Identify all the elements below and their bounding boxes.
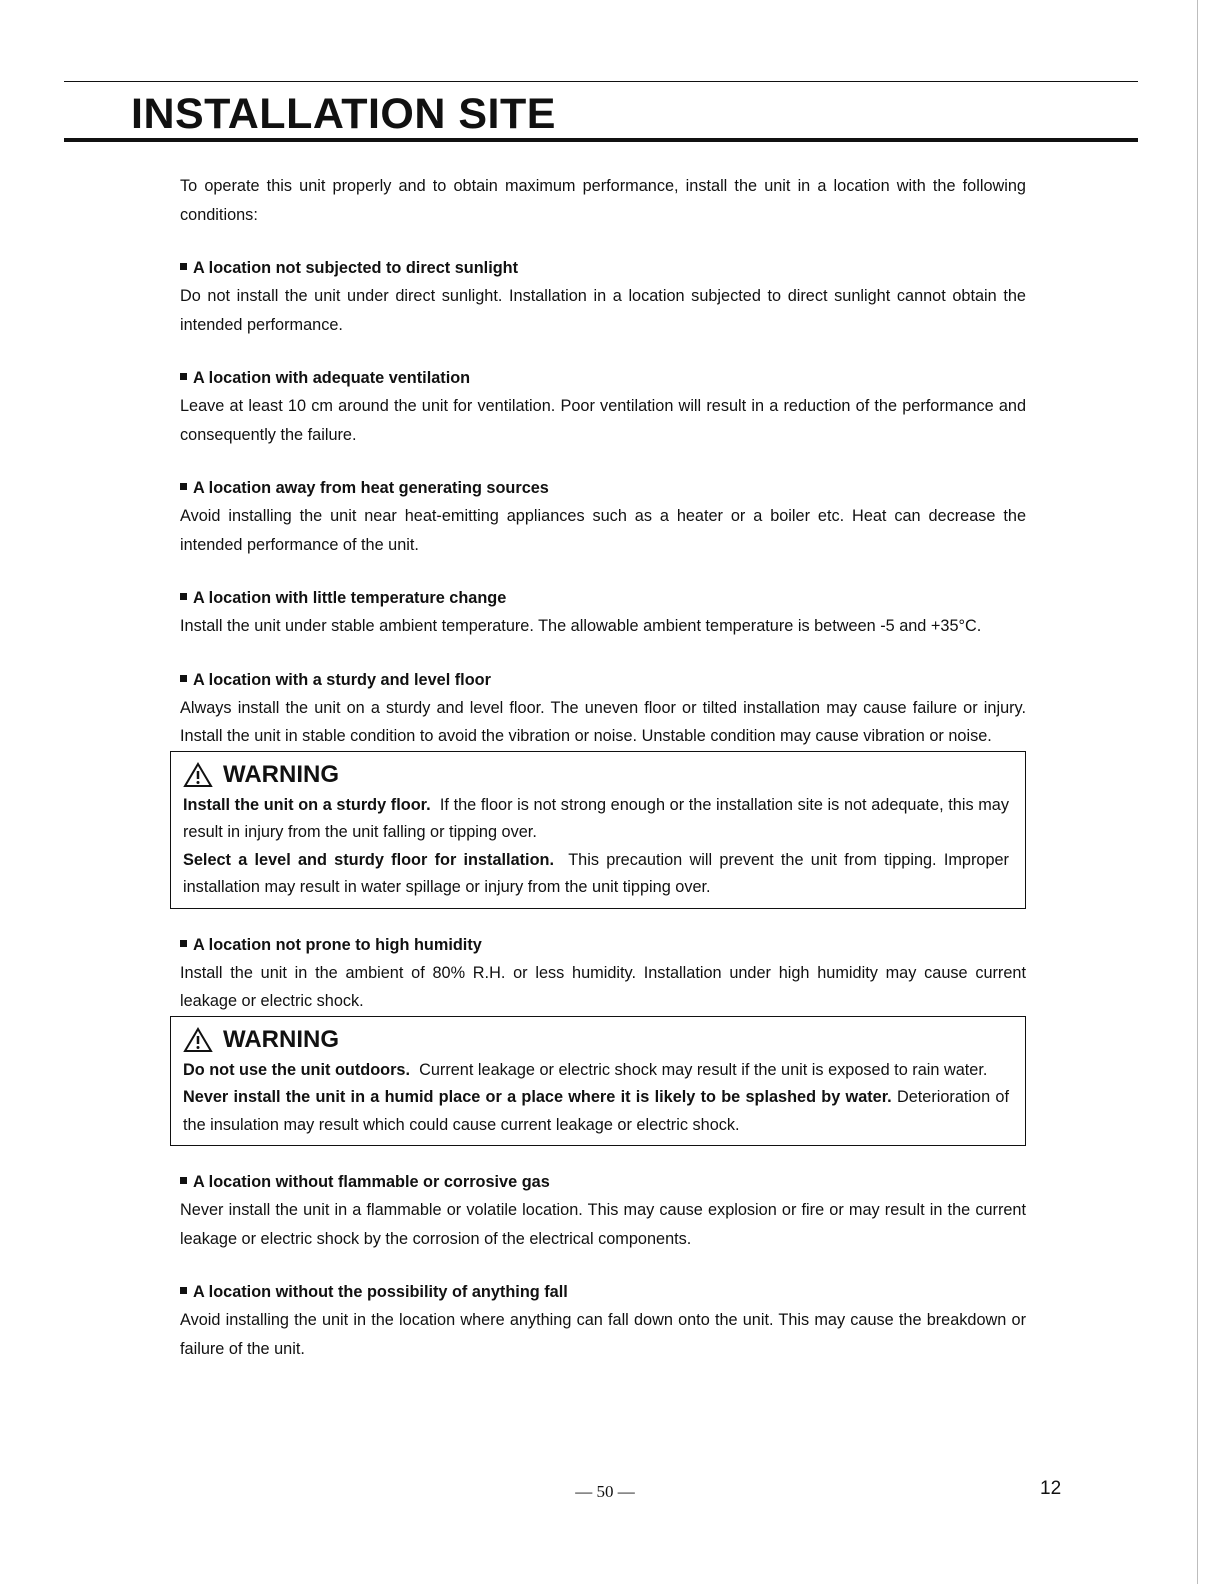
page-number-center: — 50 — [575, 1482, 635, 1501]
warning-paragraph [183, 1084, 1009, 1139]
warning-header [183, 758, 1009, 792]
warning-box-humidity [170, 1016, 1026, 1147]
warning-text: If the floor is not strong enough or the installation site is not adequate, this may result in injury from the unit falling or tipping over. [183, 795, 1009, 841]
section-heat-sources [180, 474, 1026, 559]
warning-triangle-icon [183, 762, 213, 788]
section-body: Always install the unit on a sturdy and level floor. The uneven floor or tilted installation may cause failure or injury. Install the unit in stable condition to avoid the vibration or noise. Unstable condition may cause vibration or noise. [180, 698, 1026, 745]
bullet-square-icon [180, 1177, 187, 1184]
bullet-square-icon [180, 483, 187, 490]
bullet-square-icon [180, 593, 187, 600]
warning-bold-text: Do not use the unit outdoors. [183, 1060, 411, 1079]
section-heading-text: A location with little temperature change [193, 589, 507, 607]
section-heading [180, 1168, 1026, 1196]
title-rule-bottom [64, 138, 1138, 142]
warning-paragraph [183, 1057, 1009, 1085]
warning-triangle-icon [183, 1027, 213, 1053]
section-heading [180, 254, 1026, 282]
section-heading-text: A location without the possibility of anything fall [193, 1283, 568, 1301]
section-heading-text: A location not subjected to direct sunlight [193, 259, 519, 277]
section-floor [180, 666, 1026, 751]
section-heading-text: A location with adequate ventilation [193, 369, 471, 387]
section-ventilation [180, 364, 1026, 449]
section-sunlight [180, 254, 1026, 339]
section-body: Install the unit under stable ambient temperature. The allowable ambient temperature is between -5 and +35°C. [180, 617, 982, 635]
bullet-square-icon [180, 263, 187, 270]
section-heading [180, 364, 1026, 392]
section-body: Do not install the unit under direct sunlight. Installation in a location subjected to direct sunlight cannot obtain the intended performance. [180, 287, 1026, 334]
section-heading [180, 666, 1026, 694]
bullet-square-icon [180, 675, 187, 682]
section-temperature [180, 584, 1026, 641]
section-humidity [180, 931, 1026, 1016]
section-heading [180, 931, 1026, 959]
section-heading-text: A location not prone to high humidity [193, 935, 482, 954]
warning-bold-text: Install the unit on a sturdy floor. [183, 795, 431, 814]
bullet-square-icon [180, 940, 187, 947]
warning-title: WARNING [223, 1025, 339, 1053]
section-body: Never install the unit in a flammable or volatile location. This may cause explosion or fire or may result in the current leakage or electric shock by the corrosion of the electrical components. [180, 1201, 1026, 1248]
warning-paragraph [183, 847, 1009, 902]
section-heading [180, 584, 1026, 612]
section-body: Install the unit in the ambient of 80% R.H. or less humidity. Installation under high humidity may cause current leakage or electric shock. [180, 963, 1026, 1010]
warning-text: This precaution will prevent the unit from tipping. Improper installation may result in water spillage or injury from the unit tipping over. [183, 850, 1009, 896]
section-body: Leave at least 10 cm around the unit for ventilation. Poor ventilation will result in a reduction of the performance and consequently the failure. [180, 397, 1026, 444]
section-heading [180, 1278, 1026, 1306]
section-body: Avoid installing the unit in the location where anything can fall down onto the unit. This may cause the breakdown or failure of the unit. [180, 1311, 1026, 1358]
section-flammable-gas [180, 1168, 1026, 1253]
section-heading-text: A location without flammable or corrosive gas [193, 1173, 550, 1191]
warning-paragraph [183, 792, 1009, 847]
intro-text: To operate this unit properly and to obtain maximum performance, install the unit in a location with the following conditions: [180, 177, 1026, 224]
section-body: Avoid installing the unit near heat-emitting appliances such as a heater or a boiler etc. Heat can decrease the intended performance of the unit. [180, 507, 1026, 554]
warning-bold-text: Select a level and sturdy floor for installation. [183, 850, 554, 869]
warning-text: Current leakage or electric shock may result if the unit is exposed to rain water. [419, 1060, 988, 1079]
scan-edge-line [1197, 0, 1198, 1584]
page-number-right: 12 [1040, 1478, 1062, 1499]
title-rule-top [64, 81, 1138, 82]
bullet-square-icon [180, 1287, 187, 1294]
page-title: INSTALLATION SITE [131, 90, 556, 138]
warning-box-floor [170, 751, 1026, 909]
section-heading [180, 474, 1026, 502]
bullet-square-icon [180, 373, 187, 380]
warning-title: WARNING [223, 760, 339, 788]
section-falling-objects [180, 1278, 1026, 1363]
page-content [180, 172, 1026, 1363]
section-heading-text: A location with a sturdy and level floor [193, 670, 491, 689]
warning-bold-text: Never install the unit in a humid place or a place where it is likely to be splashed by water. [183, 1088, 892, 1106]
warning-header [183, 1023, 1009, 1057]
warning-text: Deterioration of the insulation may result which could cause current leakage or electric shock. [183, 1088, 1009, 1134]
section-heading-text: A location away from heat generating sources [193, 479, 549, 497]
